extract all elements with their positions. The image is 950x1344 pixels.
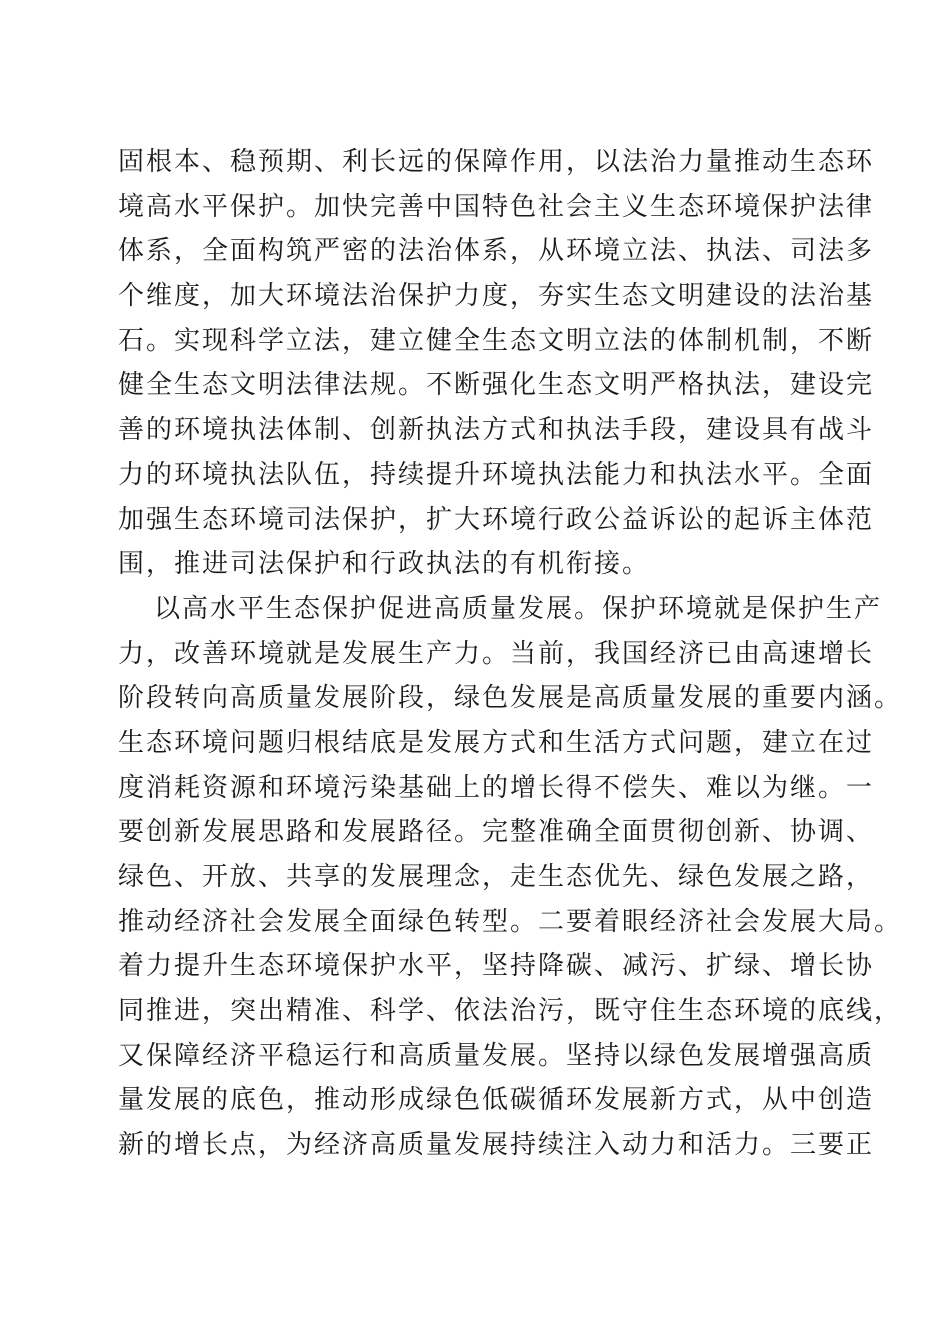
text-line: 围，推进司法保护和行政执法的有机衔接。 [118, 549, 651, 580]
text-line: 石。实现科学立法，建立健全生态文明立法的体制机制，不断 [118, 325, 875, 356]
text-line: 固根本、稳预期、利长远的保障作用，以法治力量推动生态环 [118, 147, 875, 177]
text-line: 同推进，突出精准、科学、依法治污，既守住生态环境的底线， [118, 996, 903, 1027]
paragraph-1 [118, 140, 875, 587]
text-line: 力的环境执法队伍，持续提升环境执法能力和执法水平。全面 [118, 459, 875, 490]
text-line: 要创新发展思路和发展路径。完整准确全面贯彻创新、协调、 [118, 817, 875, 848]
text-line: 加强生态环境司法保护，扩大环境行政公益诉讼的起诉主体范 [118, 504, 875, 535]
text-line: 又保障经济平稳运行和高质量发展。坚持以绿色发展增强高质 [118, 1040, 875, 1071]
text-line: 绿色、开放、共享的发展理念，走生态优先、绿色发展之路， [118, 862, 875, 892]
text-line: 个维度，加大环境法治保护力度，夯实生态文明建设的法治基 [118, 281, 875, 312]
text-line: 境高水平保护。加快完善中国特色社会主义生态环境保护法律 [118, 191, 875, 222]
paragraph-2 [118, 587, 903, 1168]
text-line: 度消耗资源和环境污染基础上的增长得不偿失、难以为继。一 [118, 772, 875, 803]
body-text [118, 140, 903, 1168]
text-line-indented: 以高水平生态保护促进高质量发展。保护环境就是保护生产 [154, 593, 883, 624]
text-line: 善的环境执法体制、创新执法方式和执法手段，建设具有战斗 [118, 415, 875, 446]
text-line: 体系，全面构筑严密的法治体系，从环境立法、执法、司法多 [118, 236, 875, 267]
text-line: 量发展的底色，推动形成绿色低碳循环发展新方式，从中创造 [118, 1085, 875, 1116]
text-line: 力，改善环境就是发展生产力。当前，我国经济已由高速增长 [118, 638, 875, 669]
text-line: 推动经济社会发展全面绿色转型。二要着眼经济社会发展大局。 [118, 906, 903, 937]
text-line: 阶段转向高质量发展阶段，绿色发展是高质量发展的重要内涵。 [118, 683, 903, 714]
text-line: 健全生态文明法律法规。不断强化生态文明严格执法，建设完 [118, 370, 875, 401]
text-line: 新的增长点，为经济高质量发展持续注入动力和活力。三要正 [118, 1130, 875, 1161]
text-line: 生态环境问题归根结底是发展方式和生活方式问题，建立在过 [118, 727, 875, 758]
text-line: 着力提升生态环境保护水平，坚持降碳、减污、扩绿、增长协 [118, 951, 875, 982]
